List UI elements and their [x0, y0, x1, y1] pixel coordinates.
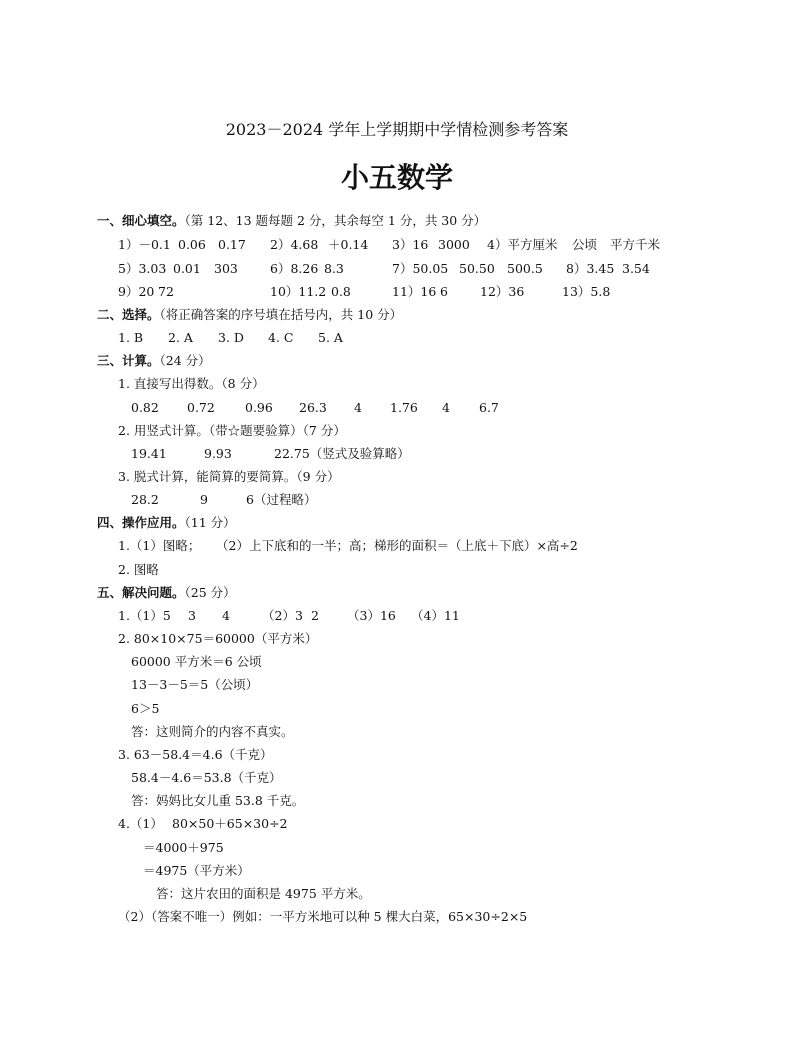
- s3-q1-answer-2: 0.72: [187, 400, 215, 415]
- section-3-heading: [97, 353, 211, 369]
- section-3-note: （24 分）: [159, 353, 211, 368]
- s1-line1-a6: 3）16: [392, 237, 429, 252]
- s1-line3-a7: 12）36: [480, 284, 525, 299]
- s1-line3-a2: 72: [158, 284, 174, 299]
- section-2-heading: [97, 307, 402, 323]
- s1-line1-a2: 0.06: [178, 237, 206, 252]
- s4-line-2: 2. 图略: [118, 562, 159, 577]
- s5-q1-part-2: 3: [188, 608, 196, 623]
- s3-q1-answer-3: 0.96: [245, 400, 273, 415]
- s1-line2-a1: 5）3.03: [118, 261, 167, 276]
- s3-q1-answer-7: 4: [442, 400, 450, 415]
- s1-line3-a5: 11）16: [392, 284, 437, 299]
- s5-q2-line-1: 2. 80×10×75＝60000（平方米）: [118, 631, 318, 646]
- section-1-heading: [97, 213, 486, 229]
- s3-question-2: 2. 用竖式计算。（带☆题要验算）（7 分）: [118, 423, 346, 438]
- section-4-note: （11 分）: [184, 515, 236, 530]
- s5-q4-line-1: 80×50＋65×30÷2: [172, 816, 288, 831]
- section-1-title: 一、细心填空。: [97, 213, 185, 228]
- s5-q2-line-3: 13－3－5＝5（公顷）: [131, 677, 259, 692]
- s5-q4-label: 4.（1）: [118, 816, 163, 831]
- section-5-note: （25 分）: [184, 585, 236, 600]
- section-5-heading: [97, 585, 236, 601]
- s3-question-1: 1. 直接写出得数。（8 分）: [118, 376, 265, 391]
- s3-q2-answer-1: 19.41: [131, 446, 167, 461]
- s3-q1-answer-6: 1.76: [390, 400, 418, 415]
- s5-q1-part-5: 2: [311, 608, 319, 623]
- s4-line-1a: 1.（1）图略；: [118, 538, 201, 553]
- s3-q2-answer-3: 22.75（竖式及验算略）: [274, 446, 410, 461]
- section-2-title: 二、选择。: [97, 307, 160, 322]
- s1-line2-a4: 6）8.26: [270, 261, 319, 276]
- s5-q4-answer: 答：这片农田的面积是 4975 平方米。: [156, 886, 371, 901]
- section-3-title: 三、计算。: [97, 353, 160, 368]
- s1-line1-a7: 3000: [438, 237, 470, 252]
- s1-line3-a3: 10）11.2: [270, 284, 327, 299]
- s5-q3-answer: 答：妈妈比女儿重 53.8 千克。: [131, 793, 305, 808]
- s5-q1-part-3: 4: [222, 608, 230, 623]
- s1-line3-a8: 13）5.8: [562, 284, 611, 299]
- s5-q4-part-2: （2）（答案不唯一）例如：一平方米地可以种 5 棵大白菜，65×30÷2×5: [118, 909, 528, 924]
- s1-line2-a9: 8）3.45: [566, 261, 615, 276]
- s5-q3-line-1: 3. 63－58.4＝4.6（千克）: [118, 747, 273, 762]
- s5-q3-line-2: 58.4－4.6＝53.8（千克）: [131, 770, 282, 785]
- s2-answer-1: 1. B: [118, 330, 144, 345]
- s1-line2-a6: 7）50.05: [392, 261, 449, 276]
- s5-q1-part-4: （2）3: [262, 608, 303, 623]
- s1-line1-a4: 2）4.68: [270, 237, 319, 252]
- s1-line2-a8: 500.5: [507, 261, 543, 276]
- s3-q3-answer-1: 28.2: [131, 492, 159, 507]
- s1-line2-a2: 0.01: [173, 261, 201, 276]
- s1-line1-a9: 公顷: [572, 237, 598, 252]
- s3-q1-answer-5: 4: [354, 400, 362, 415]
- s1-line2-a5: 8.3: [324, 261, 344, 276]
- s3-q3-answer-3: 6（过程略）: [246, 492, 317, 507]
- s1-line1-a5: ＋0.14: [328, 237, 369, 252]
- s2-answer-5: 5. A: [318, 330, 343, 345]
- s1-line2-a7: 50.50: [459, 261, 495, 276]
- s5-q4-line-3: ＝4975（平方米）: [143, 863, 250, 878]
- s4-line-1b: （2）上下底和的一半；高；梯形的面积＝（上底＋下底）×高÷2: [216, 538, 578, 553]
- s5-q2-line-4: 6＞5: [131, 701, 160, 716]
- section-4-heading: [97, 515, 236, 531]
- s3-q2-answer-2: 9.93: [204, 446, 232, 461]
- s1-line1-a8: 4）平方厘米: [487, 237, 558, 252]
- s1-line3-a4: 0.8: [331, 284, 351, 299]
- s1-line2-a10: 3.54: [622, 261, 650, 276]
- section-5-title: 五、解决问题。: [97, 585, 185, 600]
- s3-q1-answer-1: 0.82: [131, 400, 159, 415]
- s5-q1-part-6: （3）16: [347, 608, 396, 623]
- s3-question-3: 3. 脱式计算，能简算的要简算。（9 分）: [118, 469, 340, 484]
- s2-answer-4: 4. C: [268, 330, 294, 345]
- s3-q1-answer-4: 26.3: [299, 400, 327, 415]
- s1-line3-a6: 6: [440, 284, 448, 299]
- s5-q1-part-7: （4）11: [411, 608, 460, 623]
- s5-q2-line-2: 60000 平方米＝6 公顷: [131, 654, 262, 669]
- section-4-title: 四、操作应用。: [97, 515, 185, 530]
- s5-q1-part-1: 1.（1）5: [118, 608, 171, 623]
- s3-q1-answer-8: 6.7: [479, 400, 499, 415]
- section-1-note: （第 12、13 题每题 2 分，其余每空 1 分，共 30 分）: [184, 213, 487, 228]
- s1-line2-a3: 303: [214, 261, 238, 276]
- s1-line1-a1: 1）－0.1: [118, 237, 171, 252]
- s5-q2-answer: 答：这则简介的内容不真实。: [131, 724, 294, 739]
- s1-line3-a1: 9）20: [118, 284, 155, 299]
- section-2-note: （将正确答案的序号填在括号内，共 10 分）: [159, 307, 403, 322]
- s1-line1-a10: 平方千米: [610, 237, 661, 252]
- document-title: 2023－2024 学年上学期期中学情检测参考答案: [225, 120, 569, 139]
- s1-line1-a3: 0.17: [218, 237, 246, 252]
- s3-q3-answer-2: 9: [200, 492, 208, 507]
- s2-answer-3: 3. D: [218, 330, 244, 345]
- s2-answer-2: 2. A: [168, 330, 193, 345]
- s5-q4-line-2: ＝4000＋975: [143, 840, 224, 855]
- document-subtitle: 小五数学: [340, 161, 453, 194]
